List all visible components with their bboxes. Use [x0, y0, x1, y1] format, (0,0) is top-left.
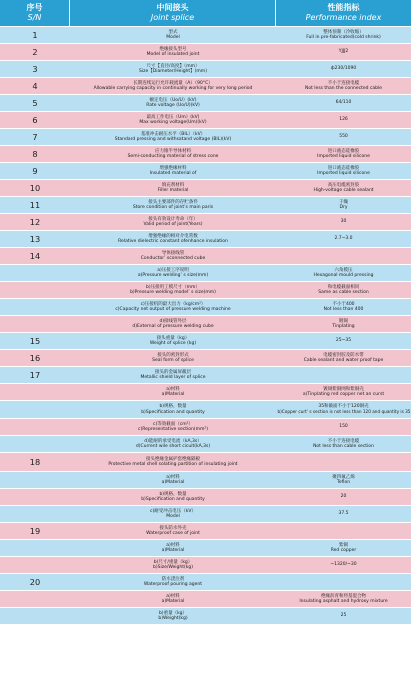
value-text: 进口液态硅橡胶	[327, 148, 360, 154]
item-name-en: Model	[166, 35, 180, 40]
item-name-cn: 填充剂材料	[161, 182, 185, 188]
value-text: Not less than 400	[323, 307, 364, 312]
table-row	[0, 163, 411, 180]
value-text: Imported liquid silicone	[317, 171, 370, 176]
item-cell	[70, 333, 276, 349]
item-name-cn: c)压接机的最大出力（kg/cm²）	[140, 301, 206, 307]
row-number-cell	[0, 282, 70, 298]
item-cell	[70, 436, 276, 452]
value-cell	[276, 231, 411, 247]
item-cell	[70, 489, 276, 505]
value-text: Teflon	[336, 480, 351, 485]
row-number-cell	[0, 214, 70, 230]
item-cell	[70, 523, 276, 539]
item-cell	[70, 95, 276, 111]
item-cell	[70, 44, 276, 60]
item-name-cn: b)压接用工模尺寸（mm）	[146, 284, 200, 290]
item-name-cn: c)等效截面（cm²）	[153, 421, 193, 427]
value-cell	[276, 95, 411, 111]
value-cell	[276, 489, 411, 505]
header-joint-splice-en: Joint splice	[150, 13, 195, 22]
item-cell	[70, 129, 276, 145]
item-cell	[70, 112, 276, 128]
item-cell	[70, 574, 276, 590]
value-text: Same as cable section	[318, 290, 369, 295]
header-performance-index-en: Performance index	[305, 13, 382, 22]
item-name-en: a)Material	[161, 392, 185, 397]
row-number: 4	[32, 81, 38, 91]
item-cell	[70, 367, 276, 383]
value-text: 25	[340, 613, 347, 619]
row-number-cell	[0, 489, 70, 505]
table-row	[0, 316, 411, 333]
value-text: 电缆密封胶及防水带	[323, 352, 364, 358]
header-sn	[0, 0, 70, 26]
row-number: 19	[29, 526, 41, 536]
item-name-en: Conductor’ sconnected cube	[140, 256, 206, 261]
table-row	[0, 248, 411, 265]
row-number-cell	[0, 44, 70, 60]
item-name-cn: a)材料	[166, 474, 180, 480]
value-text: 和电缆截面相同	[327, 284, 360, 290]
item-name-cn: 基准冲击耐压水平（BIL）（kV）	[140, 131, 206, 137]
row-number: 11	[29, 200, 41, 210]
header-sn-en: S/N	[27, 13, 42, 22]
value-cell	[276, 472, 411, 488]
item-cell	[70, 61, 276, 77]
item-cell	[70, 197, 276, 213]
table-row	[0, 78, 411, 95]
item-name-cn: d)能耐的承受电流（kA,3s）	[144, 438, 202, 444]
value-cell	[276, 419, 411, 435]
value-cell	[276, 506, 411, 522]
table-row	[0, 112, 411, 129]
value-text: Imported liquid silicone	[317, 154, 370, 159]
value-cell	[276, 436, 411, 452]
item-name-cn: c)耐受冲击电压（kV）	[150, 508, 196, 514]
item-name-en: Protective metal shell solating partition of insulating joint	[108, 462, 238, 467]
row-number-cell	[0, 265, 70, 281]
table-row	[0, 61, 411, 78]
row-number-cell	[0, 61, 70, 77]
item-name-en: Waterproof pouring agent	[143, 582, 203, 587]
value-text: 25~35	[335, 338, 352, 344]
item-cell	[70, 401, 276, 418]
table-row	[0, 453, 411, 472]
value-text: Insulating asphalt and hydroxy mixture	[299, 599, 388, 604]
row-number-cell	[0, 523, 70, 539]
value-cell	[276, 384, 411, 400]
header-sn-cn: 序号	[26, 3, 43, 12]
row-number: 2	[32, 47, 38, 57]
table-row	[0, 146, 411, 163]
item-name-cn: 增强绝缘材料	[159, 165, 187, 171]
table-row	[0, 557, 411, 574]
row-number-cell	[0, 419, 70, 435]
item-cell	[70, 453, 276, 471]
table-row	[0, 265, 411, 282]
item-name-en: a)Material	[161, 480, 185, 485]
value-text: 64/110	[335, 100, 352, 106]
row-number: 12	[29, 217, 41, 227]
value-text: 550	[339, 134, 348, 140]
header-performance-index-cn: 性能指标	[327, 3, 360, 12]
item-name-cn: 应力锥半导体材料	[155, 148, 191, 154]
row-number: 20	[29, 577, 41, 587]
table-row	[0, 540, 411, 557]
value-text: Full in pre-fabricated(cold shrink)	[306, 35, 381, 40]
item-name-en: Size【Diameter/Height】(mm)	[139, 69, 207, 74]
row-number-cell	[0, 367, 70, 383]
table-row	[0, 350, 411, 367]
item-name-en: b)Specification and quantity	[141, 409, 205, 415]
item-cell	[70, 506, 276, 522]
value-cell	[276, 282, 411, 298]
value-cell	[276, 248, 411, 264]
item-name-en: Valid period of joint(Years)	[143, 222, 203, 227]
item-name-cn: 额定电压（Uo/U）(kV)	[149, 97, 197, 103]
item-cell	[70, 557, 276, 573]
value-text: 六角模压	[334, 267, 353, 273]
item-cell	[70, 316, 276, 332]
value-cell	[276, 61, 411, 77]
item-cell	[70, 248, 276, 264]
value-text: 37.5	[338, 511, 349, 517]
value-text: 镀锡	[339, 318, 348, 324]
item-name-cn: 接头防水外壳	[159, 525, 187, 531]
value-cell	[276, 523, 411, 539]
value-text: 不小于连接电缆	[327, 438, 360, 444]
header-joint-splice	[70, 0, 276, 26]
row-number-cell	[0, 248, 70, 264]
value-text: 35和截面不小于120铜壳	[318, 404, 369, 410]
row-number-cell	[0, 78, 70, 94]
item-name-cn: 绝缘接头型号	[159, 46, 187, 52]
item-cell	[70, 27, 276, 43]
row-number-cell	[0, 316, 70, 332]
item-name-cn: b)尺寸/重量（kg）	[153, 559, 193, 565]
row-number: 18	[29, 457, 41, 467]
value-text: High-voltage cable sealant	[313, 188, 374, 193]
row-number-cell	[0, 333, 70, 349]
value-cell	[276, 574, 411, 590]
table-row	[0, 506, 411, 523]
table-row	[0, 27, 411, 44]
item-name-en: Metallic shield layer of splice	[140, 375, 206, 380]
item-name-cn: a)材料	[166, 386, 180, 392]
value-cell	[276, 316, 411, 332]
value-text: 紫铜	[339, 542, 348, 548]
value-text: 2.7~3.0	[334, 236, 353, 242]
item-cell	[70, 350, 276, 366]
row-number: 14	[29, 251, 41, 261]
header-joint-splice-cn: 中间接头	[156, 3, 189, 12]
item-name-cn: a)材料	[166, 593, 180, 599]
row-number-cell	[0, 540, 70, 556]
item-cell	[70, 163, 276, 179]
value-cell	[276, 214, 411, 230]
value-text: 干燥	[339, 199, 348, 205]
row-number-cell	[0, 453, 70, 471]
item-name-cn: b)重量（kg）	[158, 610, 188, 616]
item-cell	[70, 214, 276, 230]
row-number-cell	[0, 506, 70, 522]
item-name-en: Insulated material of	[149, 171, 197, 176]
value-text: Dry	[339, 205, 348, 210]
item-name-en: Filler material	[157, 188, 189, 193]
row-number: 16	[29, 353, 41, 363]
item-name-cn: a)材料	[166, 542, 180, 548]
table-row	[0, 419, 411, 436]
item-cell	[70, 146, 276, 162]
value-text: 绝缘沥青和羟基混合物	[321, 593, 366, 599]
value-text: Hexagonal mould pressing	[313, 273, 374, 278]
table-row	[0, 574, 411, 591]
item-name-en: Relative dielectric constant ofenhance insulation	[118, 239, 228, 244]
value-text: 30	[340, 219, 347, 225]
header-performance-index	[276, 0, 411, 26]
item-name-cn: d)接线管外层	[159, 318, 187, 324]
value-cell	[276, 180, 411, 196]
value-text: 126	[339, 117, 348, 123]
row-number-cell	[0, 231, 70, 247]
item-name-en: Semi-conducting material of stress cone	[127, 154, 219, 159]
item-name-en: Standard pressing and withsatand voltage (BIL)(kV)	[114, 137, 232, 142]
item-cell	[70, 231, 276, 247]
value-text: 镀锡紫铜网和紫铜壳	[323, 386, 364, 392]
item-name-en: c)Representative section(mm²)	[138, 427, 208, 432]
row-number: 9	[32, 166, 38, 176]
row-number: 10	[29, 183, 41, 193]
item-name-en: c)Capacity net output of pressure welding machine	[115, 307, 231, 312]
row-number-cell	[0, 608, 70, 624]
row-number-cell	[0, 27, 70, 43]
table-row	[0, 44, 411, 61]
value-cell	[276, 350, 411, 366]
value-cell	[276, 27, 411, 43]
table-row	[0, 367, 411, 384]
row-number-cell	[0, 180, 70, 196]
row-number-cell	[0, 472, 70, 488]
table-row	[0, 472, 411, 489]
table-row	[0, 489, 411, 506]
row-number-cell	[0, 384, 70, 400]
row-number: 3	[32, 64, 38, 74]
item-name-cn: 接头主要部件的存贮条件	[148, 199, 198, 205]
table-row	[0, 214, 411, 231]
table-row	[0, 523, 411, 540]
value-text: Not less than cable section	[313, 444, 374, 449]
item-name-cn: 接头绝缘金属护套绝缘隔板	[146, 456, 200, 462]
table-row	[0, 197, 411, 214]
value-cell	[276, 299, 411, 315]
value-text: a)Tinplating red copper net an curst	[302, 392, 385, 397]
value-text: 不小于400	[332, 301, 355, 307]
item-name-en: Rate voltage (Uo/U)(kV)	[146, 103, 200, 108]
item-name-en: a)Material	[161, 599, 185, 604]
item-cell	[70, 180, 276, 196]
row-number-cell	[0, 163, 70, 179]
value-cell	[276, 146, 411, 162]
table-row	[0, 591, 411, 608]
row-number-cell	[0, 146, 70, 162]
value-text: 聚四氟乙烯	[332, 474, 355, 480]
row-number-cell	[0, 129, 70, 145]
item-cell	[70, 591, 276, 607]
table-row	[0, 95, 411, 112]
value-text: 进口液态硅橡胶	[327, 165, 360, 171]
table-row	[0, 282, 411, 299]
value-cell	[276, 333, 411, 349]
item-name-en: Model of insulated joint	[146, 52, 200, 57]
table-row	[0, 299, 411, 316]
row-number: 5	[32, 98, 38, 108]
item-cell	[70, 78, 276, 94]
row-number-cell	[0, 591, 70, 607]
value-cell	[276, 540, 411, 556]
item-name-cn: 尺寸【直径/高度】（mm）	[146, 63, 200, 69]
item-name-en: d)External of pressure welding cube	[132, 324, 214, 329]
item-name-cn: b)规格、数量	[159, 491, 187, 497]
value-cell	[276, 197, 411, 213]
row-number: 1	[32, 30, 38, 40]
value-text: 150	[339, 424, 348, 430]
value-cell	[276, 591, 411, 607]
row-number-cell	[0, 557, 70, 573]
row-number: 15	[29, 336, 41, 346]
item-name-en: Seal form of splice	[152, 358, 194, 363]
value-cell	[276, 163, 411, 179]
item-name-en: b)Specification and quantity	[141, 497, 205, 502]
item-cell	[70, 419, 276, 435]
row-number-cell	[0, 95, 70, 111]
row-number-cell	[0, 350, 70, 366]
row-number-cell	[0, 112, 70, 128]
table-row	[0, 401, 411, 419]
item-name-en: Max working voltage(Um)(kV)	[139, 120, 207, 125]
item-name-cn: 接头的金属屏蔽层	[155, 369, 191, 375]
item-cell	[70, 282, 276, 298]
value-cell	[276, 557, 411, 573]
value-cell	[276, 608, 411, 624]
item-name-cn: 长期连续运行允许载流量（A）（90°C）	[133, 80, 213, 86]
item-name-cn: 最高工作电压（Um）(kV)	[146, 114, 200, 120]
item-name-cn: 接头有效设计寿命（年）	[148, 216, 198, 222]
table-row	[0, 608, 411, 625]
table-row	[0, 384, 411, 401]
item-name-en: a)Pressure welding’ s size(mm)	[137, 273, 209, 278]
value-text: Red copper	[330, 548, 357, 553]
row-number-cell	[0, 401, 70, 418]
row-number-cell	[0, 299, 70, 315]
row-number: 13	[29, 234, 41, 244]
value-cell	[276, 78, 411, 94]
value-text: YJJJ2	[338, 49, 349, 55]
item-cell	[70, 608, 276, 624]
row-number: 6	[32, 115, 38, 125]
item-name-en: Allowable carrying capacity in continually working for very long period	[93, 86, 253, 91]
row-number-cell	[0, 436, 70, 452]
value-cell	[276, 265, 411, 281]
table-header	[0, 0, 411, 27]
row-number: 7	[32, 132, 38, 142]
row-number: 8	[32, 149, 38, 159]
item-name-cn: 型式	[168, 29, 178, 35]
item-name-en: a)Material	[161, 548, 185, 553]
item-cell	[70, 265, 276, 281]
row-number: 17	[29, 370, 41, 380]
item-name-en: Model	[166, 514, 180, 519]
table-row	[0, 180, 411, 197]
value-cell	[276, 401, 411, 418]
item-name-cn: 接头重量（kg）	[156, 335, 190, 341]
value-text: 高压电缆密封胶	[327, 182, 360, 188]
value-text: ~1320/~30	[330, 562, 357, 568]
item-cell	[70, 299, 276, 315]
item-name-cn: b)规格、数量	[159, 404, 187, 410]
table-row	[0, 231, 411, 248]
value-text: 不小于连接电缆	[327, 80, 360, 86]
item-name-cn: 防水浇注剂	[161, 576, 185, 582]
item-name-en: Waterproof case of joint	[146, 531, 200, 536]
value-text: 20	[340, 494, 347, 500]
item-name-en: b)Weight(kg)	[158, 616, 188, 621]
value-text: Tinplating	[332, 324, 355, 329]
item-cell	[70, 540, 276, 556]
item-name-cn: 导体接线管	[161, 250, 185, 256]
table-row	[0, 333, 411, 350]
item-name-en: Store condition of joint’s main paris	[132, 205, 214, 210]
item-name-cn: a)压接工序说明	[157, 267, 189, 273]
item-name-en: b)Pressure welding model’ s size(mm)	[130, 290, 216, 295]
row-number-cell	[0, 197, 70, 213]
value-cell	[276, 44, 411, 60]
item-name-cn: 增强绝缘的相对介电常数	[148, 233, 198, 239]
value-text: 整体预制（冷收缩）	[323, 29, 364, 35]
row-number-cell	[0, 574, 70, 590]
item-cell	[70, 472, 276, 488]
table-row	[0, 129, 411, 146]
value-text: Cable sealant and water proof tape	[303, 358, 384, 363]
item-name-en: Weight of splice (kg)	[149, 341, 197, 346]
value-text: Not less than the connected cable	[304, 86, 383, 91]
value-cell	[276, 129, 411, 145]
item-name-cn: 接头的密封形式	[157, 352, 189, 358]
value-cell	[276, 367, 411, 383]
value-text: b)Copper curt’ s section is not less than 120 and quantity is 35	[276, 409, 411, 415]
table-row	[0, 436, 411, 453]
item-name-en: d)Current wile short cicuit(kA,3s)	[135, 444, 211, 449]
item-cell	[70, 384, 276, 400]
item-name-en: b)Size/Weight(kg)	[152, 565, 194, 570]
value-cell	[276, 453, 411, 471]
value-text: ф230/1090	[330, 66, 357, 72]
value-cell	[276, 112, 411, 128]
